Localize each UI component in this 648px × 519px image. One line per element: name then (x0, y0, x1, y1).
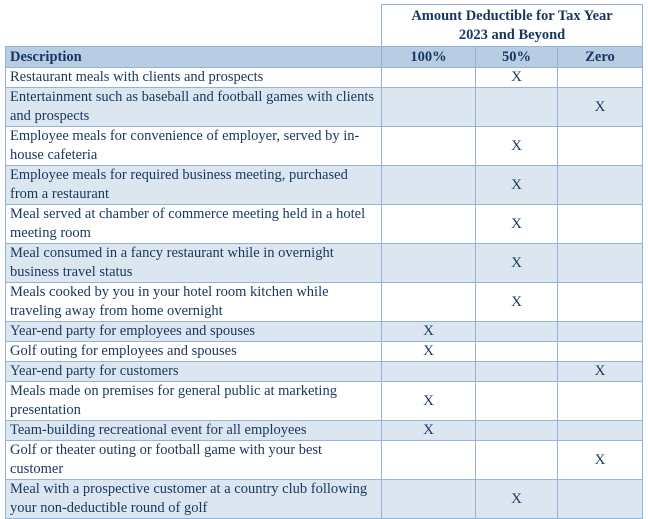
pct100-cell (382, 480, 476, 519)
pct100-cell (382, 283, 476, 322)
pct50-cell: X (476, 205, 558, 244)
pct50-cell: X (476, 283, 558, 322)
pct100-cell (382, 166, 476, 205)
pct50-cell: X (476, 166, 558, 205)
table-row (6, 382, 643, 421)
description-column-header: Description (6, 47, 382, 68)
pct50-cell (476, 88, 558, 127)
column-header-row (6, 47, 643, 68)
zero-cell: X (558, 88, 643, 127)
zero-cell (558, 382, 643, 421)
description-cell: Team-building recreational event for all employees (6, 421, 382, 441)
pct100-cell (382, 68, 476, 88)
zero-cell (558, 421, 643, 441)
table-row (6, 421, 643, 441)
group-title-line1: Amount Deductible for Tax Year (411, 8, 613, 24)
table-row (6, 342, 643, 362)
pct100-cell (382, 205, 476, 244)
pct50-cell (476, 421, 558, 441)
description-cell: Meals cooked by you in your hotel room kitchen while traveling away from home overnight (6, 283, 382, 322)
pct100-cell: X (382, 322, 476, 342)
description-cell: Golf or theater outing or football game with your best customer (6, 441, 382, 480)
description-cell: Employee meals for required business meeting, purchased from a restaurant (6, 166, 382, 205)
description-cell: Entertainment such as baseball and football games with clients and prospects (6, 88, 382, 127)
zero-cell (558, 127, 643, 166)
table-row (6, 362, 643, 382)
zero-cell (558, 205, 643, 244)
zero-cell (558, 480, 643, 519)
pct50-cell: X (476, 480, 558, 519)
description-cell: Meal consumed in a fancy restaurant while in overnight business travel status (6, 244, 382, 283)
pct100-cell (382, 244, 476, 283)
pct100-cell (382, 88, 476, 127)
pct50-cell (476, 322, 558, 342)
table-row (6, 480, 643, 519)
zero-cell (558, 166, 643, 205)
table-row (6, 244, 643, 283)
deductible-group-header (382, 5, 643, 47)
description-cell: Restaurant meals with clients and prospects (6, 68, 382, 88)
table-row (6, 322, 643, 342)
col-100-header: 100% (382, 47, 476, 68)
pct100-cell (382, 127, 476, 166)
description-cell: Meals made on premises for general public at marketing presentation (6, 382, 382, 421)
description-cell: Year-end party for employees and spouses (6, 322, 382, 342)
description-cell: Year-end party for customers (6, 362, 382, 382)
col-zero-header: Zero (558, 47, 643, 68)
zero-cell (558, 342, 643, 362)
blank-corner-cell (6, 5, 382, 47)
zero-cell: X (558, 362, 643, 382)
pct100-cell (382, 362, 476, 382)
pct100-cell: X (382, 342, 476, 362)
col-50-header: 50% (476, 47, 558, 68)
pct100-cell (382, 441, 476, 480)
zero-cell (558, 68, 643, 88)
group-title-line2: 2023 and Beyond (458, 27, 566, 43)
description-cell: Meal with a prospective customer at a country club following your non-deductible round of golf (6, 480, 382, 519)
pct100-cell: X (382, 421, 476, 441)
zero-cell (558, 244, 643, 283)
table-row (6, 205, 643, 244)
zero-cell (558, 322, 643, 342)
meal-deductibility-table (5, 4, 643, 519)
description-cell: Employee meals for convenience of employer, served by in-house cafeteria (6, 127, 382, 166)
pct50-cell (476, 362, 558, 382)
table-row (6, 127, 643, 166)
pct50-cell: X (476, 127, 558, 166)
table-row (6, 283, 643, 322)
table-row (6, 166, 643, 205)
zero-cell (558, 283, 643, 322)
pct100-cell: X (382, 382, 476, 421)
pct50-cell (476, 382, 558, 421)
pct50-cell: X (476, 244, 558, 283)
zero-cell: X (558, 441, 643, 480)
table-row (6, 68, 643, 88)
table-row (6, 441, 643, 480)
pct50-cell: X (476, 68, 558, 88)
pct50-cell (476, 441, 558, 480)
table-row (6, 88, 643, 127)
description-cell: Golf outing for employees and spouses (6, 342, 382, 362)
group-header-row (6, 5, 643, 47)
description-cell: Meal served at chamber of commerce meeting held in a hotel meeting room (6, 205, 382, 244)
table-body (6, 68, 643, 519)
deductibility-table-container (5, 4, 642, 519)
pct50-cell (476, 342, 558, 362)
